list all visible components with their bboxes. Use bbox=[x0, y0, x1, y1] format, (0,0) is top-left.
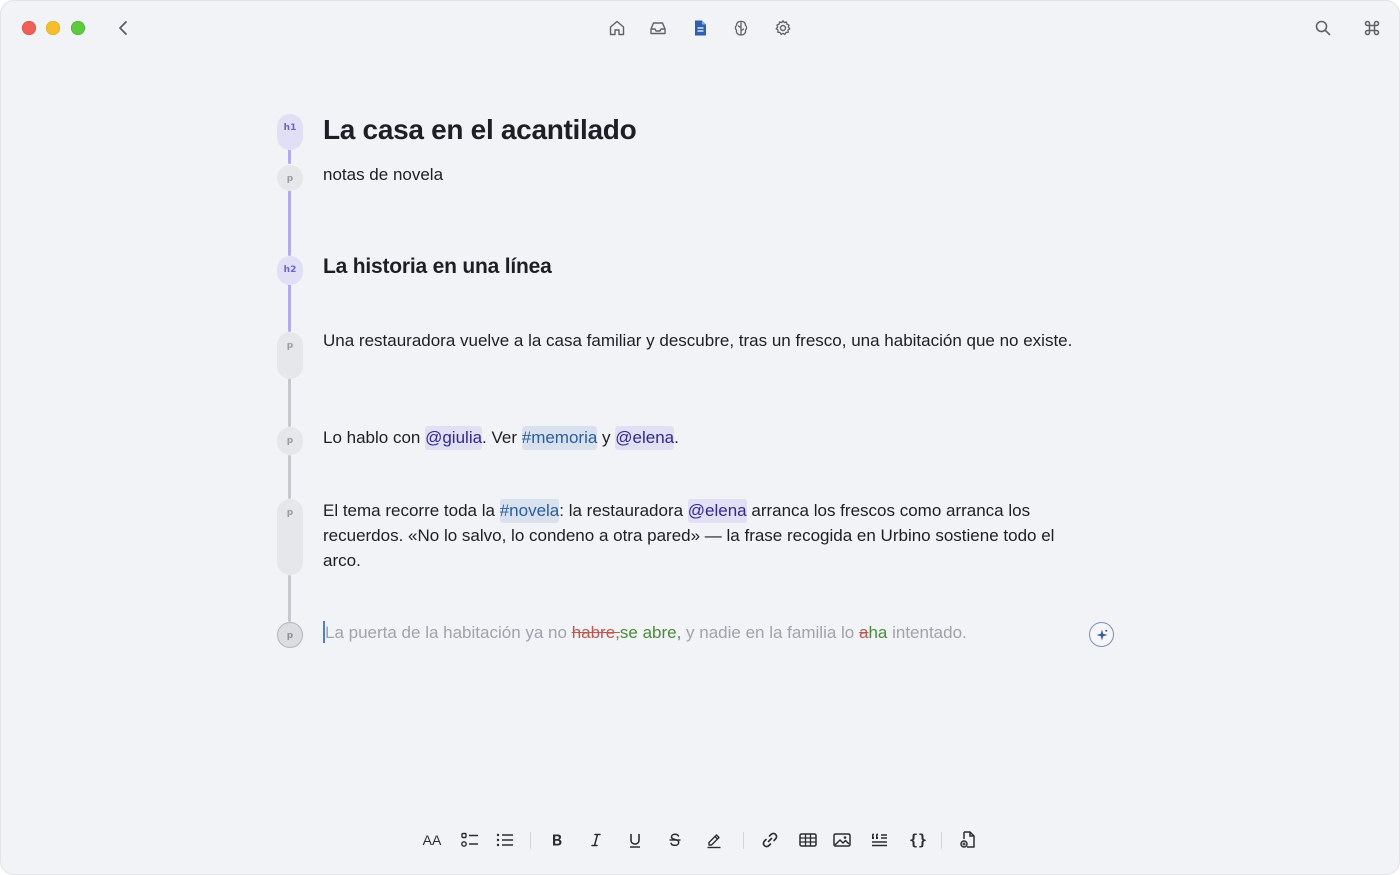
suggested-insertion[interactable]: se abre, bbox=[619, 623, 682, 642]
block-handle-p[interactable]: p bbox=[277, 332, 303, 379]
suggested-insertion[interactable]: ha bbox=[868, 623, 888, 642]
toolbar-divider bbox=[941, 832, 942, 849]
toolbar-divider bbox=[743, 832, 744, 849]
table-icon[interactable] bbox=[794, 826, 822, 854]
suggested-deletion[interactable]: a bbox=[858, 623, 869, 642]
checklist-icon[interactable] bbox=[456, 826, 484, 854]
formatting-toolbar bbox=[0, 826, 1400, 856]
paragraph-suggestion[interactable]: La puerta de la habitación ya no habre,se abre, y nadie en la familia lo aha intentado. bbox=[325, 623, 967, 642]
section-heading[interactable]: La historia en una línea bbox=[323, 255, 552, 278]
tag-chip[interactable]: #memoria bbox=[522, 426, 598, 450]
tag-chip[interactable]: #novela bbox=[500, 499, 560, 523]
block-rail bbox=[288, 378, 291, 427]
mention-chip[interactable]: @elena bbox=[688, 499, 747, 523]
export-icon[interactable] bbox=[954, 826, 982, 854]
image-icon[interactable] bbox=[828, 826, 856, 854]
document-subtitle[interactable]: notas de novela bbox=[323, 165, 444, 184]
sparkle-icon bbox=[1095, 628, 1109, 642]
suggested-deletion[interactable]: habre, bbox=[571, 623, 620, 642]
italic-icon[interactable] bbox=[582, 826, 610, 854]
block-rail bbox=[288, 190, 291, 256]
code-icon[interactable]: {} bbox=[908, 831, 928, 849]
paragraph-logline[interactable]: Una restauradora vuelve a la casa familiar y descubre, tras un fresco, una habitación que no existe. bbox=[323, 331, 1073, 350]
block-handle-p-active[interactable]: p bbox=[277, 622, 303, 648]
ai-assist-button[interactable] bbox=[1089, 622, 1114, 647]
underline-icon[interactable] bbox=[621, 826, 649, 854]
block-rail bbox=[288, 284, 291, 332]
link-icon[interactable] bbox=[756, 826, 784, 854]
toolbar-divider bbox=[530, 832, 531, 849]
block-handle-h2[interactable]: h2 bbox=[277, 256, 303, 285]
block-handle-p[interactable]: p bbox=[277, 165, 303, 191]
text-size-icon[interactable]: AA bbox=[422, 832, 442, 848]
block-rail bbox=[288, 575, 291, 622]
strikethrough-icon[interactable] bbox=[661, 826, 689, 854]
highlight-icon[interactable] bbox=[700, 826, 728, 854]
bullet-list-icon[interactable] bbox=[491, 826, 519, 854]
mention-chip[interactable]: @giulia bbox=[425, 426, 482, 450]
document-title[interactable]: La casa en el acantilado bbox=[323, 114, 637, 145]
block-handle-p[interactable]: p bbox=[277, 499, 303, 575]
block-handle-p[interactable]: p bbox=[277, 427, 303, 455]
paragraph-mentions[interactable]: Lo hablo con @giulia. Ver #memoria y @elena. bbox=[323, 425, 1083, 450]
bold-icon[interactable] bbox=[543, 826, 571, 854]
block-handle-h1[interactable]: h1 bbox=[277, 114, 303, 150]
quote-icon[interactable] bbox=[865, 826, 893, 854]
block-rail bbox=[288, 455, 291, 499]
mention-chip[interactable]: @elena bbox=[615, 426, 674, 450]
paragraph-theme[interactable]: El tema recorre toda la #novela: la restauradora @elena arranca los frescos como arranca los recuerdos. «No lo salvo, lo condeno a otra pared» — la frase recogida en Urbino sostiene todo el arco. bbox=[323, 501, 1055, 570]
